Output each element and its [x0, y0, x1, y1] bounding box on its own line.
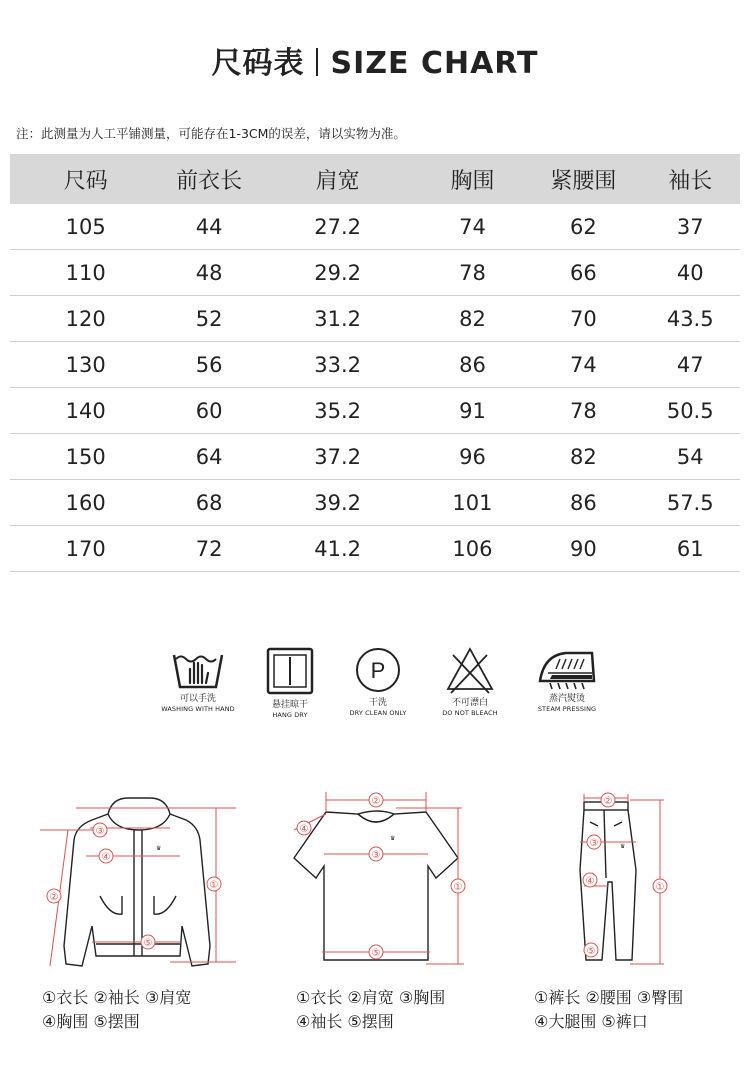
care-label-cn: 可以手洗	[179, 694, 216, 704]
table-cell: 57.5	[640, 480, 740, 526]
table-cell: 74	[419, 204, 527, 250]
svg-text:♛: ♛	[620, 844, 626, 850]
legend-line: ④袖长 ⑤摆围	[296, 1012, 394, 1031]
header-chest: 胸围	[419, 154, 527, 204]
table-cell: 91	[419, 388, 527, 434]
hand-wash-icon	[170, 645, 226, 691]
table-cell: 61	[640, 526, 740, 572]
table-row	[10, 296, 740, 342]
table-cell: 120	[10, 296, 161, 342]
table-cell: 70	[526, 296, 640, 342]
care-label-cn: 干洗	[368, 698, 387, 708]
dry-clean-icon	[353, 645, 403, 695]
dry-clean-symbol: P	[370, 658, 386, 683]
title-cn: 尺码表	[211, 46, 305, 81]
table-header-row	[10, 154, 740, 204]
marker-1: ①	[209, 880, 219, 891]
marker-4: ④	[299, 824, 309, 835]
marker-3: ③	[95, 826, 105, 837]
care-label-en: WASHING WITH HAND	[161, 705, 235, 713]
table-cell: 29.2	[257, 250, 419, 296]
table-row	[10, 480, 740, 526]
pants-diagram	[564, 790, 694, 974]
table-cell: 47	[640, 342, 740, 388]
table-cell: 62	[526, 204, 640, 250]
svg-text:♛: ♛	[390, 836, 396, 842]
title-divider	[316, 48, 318, 76]
table-row	[10, 250, 740, 296]
jacket-legend	[42, 986, 191, 1034]
measurement-note: 注：此测量为人工平铺测量，可能存在1-3CM的误差，请以实物为准。	[16, 126, 406, 141]
table-row	[10, 204, 740, 250]
table-cell: 105	[10, 204, 161, 250]
table-cell: 52	[161, 296, 256, 342]
marker-5: ⑤	[371, 948, 381, 959]
care-label-cn: 蒸汽熨烫	[548, 694, 585, 704]
table-cell: 86	[419, 342, 527, 388]
table-cell: 66	[526, 250, 640, 296]
table-cell: 68	[161, 480, 256, 526]
table-cell: 50.5	[640, 388, 740, 434]
svg-text:♛: ♛	[156, 846, 162, 852]
table-cell: 82	[419, 296, 527, 342]
care-label-cn: 悬挂晾干	[271, 700, 308, 710]
table-cell: 78	[419, 250, 527, 296]
table-cell: 39.2	[257, 480, 419, 526]
table-cell: 72	[161, 526, 256, 572]
table-cell: 60	[161, 388, 256, 434]
table-cell: 74	[526, 342, 640, 388]
care-no-bleach	[430, 645, 510, 717]
legend-line: ④大腿围 ⑤裤口	[534, 1012, 648, 1031]
table-cell: 82	[526, 434, 640, 480]
table-cell: 170	[10, 526, 161, 572]
table-cell: 41.2	[257, 526, 419, 572]
table-cell: 40	[640, 250, 740, 296]
tshirt-legend	[296, 986, 445, 1034]
table-cell: 140	[10, 388, 161, 434]
marker-4: ④	[101, 852, 111, 863]
marker-5: ⑤	[143, 938, 153, 949]
legend-line: ①裤长 ②腰围 ③臀围	[534, 988, 684, 1007]
table-cell: 31.2	[257, 296, 419, 342]
care-dry-clean	[338, 645, 418, 717]
care-label-en: DO NOT BLEACH	[442, 709, 498, 717]
care-label-cn: 不可漂白	[451, 698, 488, 708]
care-label-en: DRY CLEAN ONLY	[349, 709, 407, 717]
table-cell: 106	[419, 526, 527, 572]
table-cell: 101	[419, 480, 527, 526]
table-row	[10, 342, 740, 388]
tshirt-diagram	[286, 786, 476, 970]
marker-5: ⑤	[586, 946, 596, 957]
table-cell: 130	[10, 342, 161, 388]
table-cell: 150	[10, 434, 161, 480]
table-cell: 86	[526, 480, 640, 526]
table-cell: 37	[640, 204, 740, 250]
legend-line: ④胸围 ⑤摆围	[42, 1012, 140, 1031]
header-size: 尺码	[10, 154, 161, 204]
table-cell: 43.5	[640, 296, 740, 342]
table-row	[10, 526, 740, 572]
legend-line: ①衣长 ②袖长 ③肩宽	[42, 988, 192, 1007]
pants-legend	[534, 986, 683, 1034]
table-cell: 78	[526, 388, 640, 434]
header-shoulder: 肩宽	[257, 154, 419, 204]
care-label-en: HANG DRY	[272, 711, 308, 719]
marker-4: ④	[585, 876, 595, 887]
marker-1: ①	[453, 882, 463, 893]
table-cell: 64	[161, 434, 256, 480]
care-hang-dry	[250, 645, 330, 719]
jacket-diagram	[30, 796, 250, 976]
header-waist: 紧腰围	[526, 154, 640, 204]
table-cell: 33.2	[257, 342, 419, 388]
table-cell: 54	[640, 434, 740, 480]
marker-2: ②	[603, 796, 613, 807]
table-cell: 110	[10, 250, 161, 296]
page-title	[0, 38, 750, 82]
table-cell: 48	[161, 250, 256, 296]
table-cell: 35.2	[257, 388, 419, 434]
table-cell: 160	[10, 480, 161, 526]
marker-2: ②	[49, 892, 59, 903]
care-hand-wash	[158, 645, 238, 713]
header-front-length: 前衣长	[161, 154, 256, 204]
marker-3: ③	[371, 850, 381, 861]
table-cell: 96	[419, 434, 527, 480]
table-cell: 37.2	[257, 434, 419, 480]
care-steam-iron	[526, 645, 608, 713]
steam-iron-icon	[536, 645, 598, 691]
no-bleach-icon	[445, 645, 495, 695]
table-cell: 44	[161, 204, 256, 250]
title-en: SIZE CHART	[330, 46, 539, 81]
hang-dry-icon	[264, 645, 316, 697]
marker-1: ①	[655, 882, 665, 893]
table-cell: 27.2	[257, 204, 419, 250]
size-table	[10, 154, 740, 572]
marker-2: ②	[371, 796, 381, 807]
care-label-en: STEAM PRESSING	[537, 705, 597, 713]
table-row	[10, 434, 740, 480]
table-cell: 90	[526, 526, 640, 572]
header-sleeve: 袖长	[640, 154, 740, 204]
table-cell: 56	[161, 342, 256, 388]
legend-line: ①衣长 ②肩宽 ③胸围	[296, 988, 446, 1007]
marker-3: ③	[589, 838, 599, 849]
table-row	[10, 388, 740, 434]
